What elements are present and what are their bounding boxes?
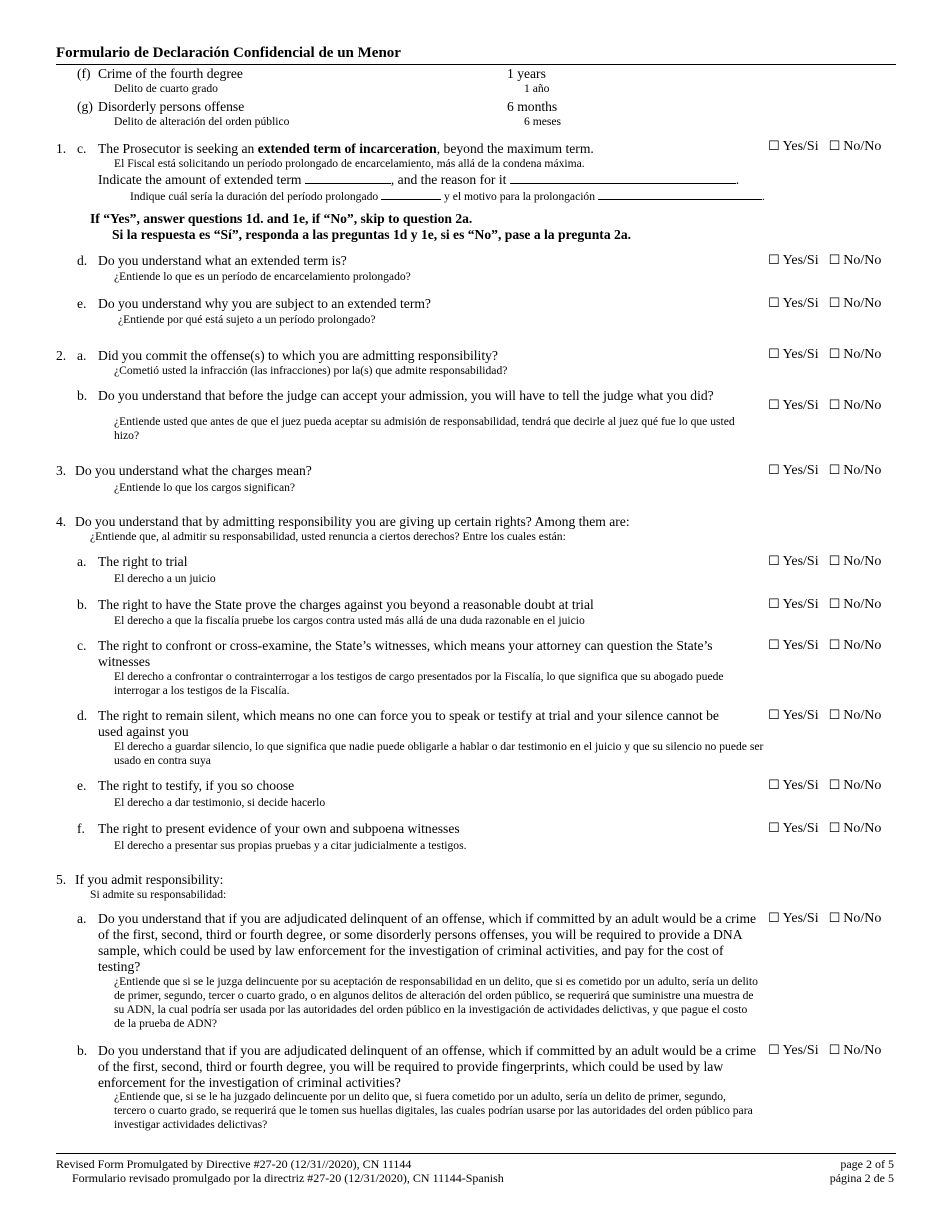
q4b-question: The right to have the State prove the charges against you beyond a reasonable doubt at trial xyxy=(98,597,594,612)
q4e-letter: e. xyxy=(77,778,87,793)
q1d-no-label: No/No xyxy=(843,253,882,268)
q3-question: Do you understand what the charges mean? xyxy=(75,463,312,478)
q4e-spanish: El derecho a dar testimonio, si decide hacerlo xyxy=(114,796,326,809)
q4e-yes-label: Yes/Si xyxy=(782,778,819,793)
q4c-spanish: El derecho a confrontar o contrainterrogar a los testigos de cargo presentados por la Fiscalía, lo que significa que su abogado puede interrogar a los testigos de la Fiscalía. xyxy=(114,670,724,697)
q4d-no-label: No/No xyxy=(843,708,882,723)
q1c-amount-label: Indicate the amount of extended term xyxy=(98,172,302,187)
footer-form-info: Revised Form Promulgated by Directive #27-20 (12/31//2020), CN 11144 xyxy=(56,1157,412,1171)
q1e-letter: e. xyxy=(77,296,87,311)
q1e-no-label: No/No xyxy=(843,296,882,311)
grade-f-label: Crime of the fourth degree xyxy=(98,66,243,81)
q4d-spanish: El derecho a guardar silencio, lo que significa que nadie puede obligarle a hablar o dar testimonio en el juicio y que su silencio no puede ser usado en contra suya xyxy=(114,740,764,767)
q4f-spanish: El derecho a presentar sus propias pruebas y a citar judicialmente a testigos. xyxy=(114,839,467,852)
q1c-yes-label: Yes/Si xyxy=(782,139,819,154)
q4c-yes-label: Yes/Si xyxy=(782,638,819,653)
grade-f-term-es: 1 año xyxy=(524,82,550,95)
q4b-yes-checkbox[interactable]: ☐ xyxy=(768,597,780,612)
q4b-letter: b. xyxy=(77,597,88,612)
q1d-answer xyxy=(768,253,881,269)
q4b-yes-label: Yes/Si xyxy=(782,597,819,612)
q1d-question: Do you understand what an extended term is? xyxy=(98,253,347,268)
q4f-yes-checkbox[interactable]: ☐ xyxy=(768,821,780,836)
q1c-no-label: No/No xyxy=(843,139,882,154)
q4e-yes-checkbox[interactable]: ☐ xyxy=(768,778,780,793)
instruction-en: If “Yes”, answer questions 1d. and 1e, if “No”, skip to question 2a. xyxy=(90,211,473,226)
q4d-answer xyxy=(768,708,881,724)
q1c-reason-label-es: y el motivo para la prolongación xyxy=(444,190,596,203)
q4e-no-checkbox[interactable]: ☐ xyxy=(828,778,841,793)
q4d-yes-checkbox[interactable]: ☐ xyxy=(768,708,780,723)
q1e-yes-label: Yes/Si xyxy=(782,296,819,311)
q2b-answer xyxy=(768,398,881,414)
q5a-yes-label: Yes/Si xyxy=(782,911,819,926)
q4b-answer xyxy=(768,597,881,613)
q4c-answer xyxy=(768,638,881,654)
q5a-no-checkbox[interactable]: ☐ xyxy=(828,911,841,926)
q4e-no-label: No/No xyxy=(843,778,882,793)
q4b-spanish: El derecho a que la fiscalía pruebe los cargos contra usted más allá de una duda razonable en el juicio xyxy=(114,614,585,627)
q5b-yes-checkbox[interactable]: ☐ xyxy=(768,1043,780,1058)
q2a-no-label: No/No xyxy=(843,347,882,362)
q2a-spanish: ¿Cometió usted la infracción (las infracciones) por la(s) que admite responsabilidad? xyxy=(114,364,508,377)
q4d-yes-label: Yes/Si xyxy=(782,708,819,723)
q3-answer xyxy=(768,463,881,479)
q5b-yes-label: Yes/Si xyxy=(782,1043,819,1058)
q1e-yes-checkbox[interactable]: ☐ xyxy=(768,296,780,311)
q1c-letter: c. xyxy=(77,141,87,156)
q5a-yes-checkbox[interactable]: ☐ xyxy=(768,911,780,926)
page-number-es: página 2 de 5 xyxy=(829,1171,894,1185)
q4c-letter: c. xyxy=(77,638,87,653)
q1c-question xyxy=(98,141,594,157)
q1e-no-checkbox[interactable]: ☐ xyxy=(828,296,841,311)
q1d-yes-label: Yes/Si xyxy=(782,253,819,268)
q1c-extended-term-line xyxy=(98,172,739,188)
q2b-no-label: No/No xyxy=(843,398,882,413)
q1d-letter: d. xyxy=(77,253,88,268)
q5b-no-checkbox[interactable]: ☐ xyxy=(828,1043,841,1058)
q2a-letter: a. xyxy=(77,348,87,363)
q1d-yes-checkbox[interactable]: ☐ xyxy=(768,253,780,268)
q5a-answer xyxy=(768,911,881,927)
q4d-question: The right to remain silent, which means no one can force you to speak or testify at trial and your silence cannot be used against you xyxy=(98,708,719,739)
q5a-question: Do you understand that if you are adjudicated delinquent of an offense, which if committed by an adult would be a crime of the first, second, third or fourth degree, or some disorderly persons offenses, you will be required to provide a DNA sample, which could be used by law enforcement for the investigation of criminal activities, and pay for the cost of testing? xyxy=(98,911,757,974)
q5-spanish: Si admite su responsabilidad: xyxy=(90,888,227,901)
q5b-spanish: ¿Entiende que, si se le ha juzgado delincuente por un delito que, si fuera cometido por un adulto, sería un delito de primer, segundo, tercero o cuarto grado, se requerirá que le tomen sus huellas digitales, las cuales podrían usarse por las autoridades del orden público para investigar actividades delictivas? xyxy=(114,1090,753,1131)
q1c-text-pre: The Prosecutor is seeking an xyxy=(98,141,258,156)
q4e-question: The right to testify, if you so choose xyxy=(98,778,295,793)
q4c-yes-checkbox[interactable]: ☐ xyxy=(768,638,780,653)
grade-f-label-es: Delito de cuarto grado xyxy=(114,82,218,95)
grade-g-label: Disorderly persons offense xyxy=(98,99,245,114)
q4f-answer xyxy=(768,821,881,837)
q4c-no-label: No/No xyxy=(843,638,882,653)
footer-form-info-es: Formulario revisado promulgado por la directriz #27-20 (12/31/2020), CN 11144-Spanish xyxy=(72,1171,504,1185)
q4a-answer xyxy=(768,554,881,570)
grade-g-letter: (g) xyxy=(77,99,93,114)
q2a-question: Did you commit the offense(s) to which you are admitting responsibility? xyxy=(98,348,498,363)
q1c-answer xyxy=(768,139,881,155)
q1e-answer xyxy=(768,296,881,312)
q4-question: Do you understand that by admitting responsibility you are giving up certain rights? Among them are: xyxy=(75,514,630,529)
extended-term-reason-field-es[interactable] xyxy=(598,188,762,200)
page-title: Formulario de Declaración Confidencial de un Menor xyxy=(56,45,401,61)
q1c-text-post: , beyond the maximum term. xyxy=(436,141,594,156)
q2a-yes-checkbox[interactable]: ☐ xyxy=(768,347,780,362)
q3-spanish: ¿Entiende lo que los cargos significan? xyxy=(114,481,296,494)
q4b-no-label: No/No xyxy=(843,597,882,612)
grade-g-term-es: 6 meses xyxy=(524,115,562,128)
grade-g-term: 6 months xyxy=(507,99,558,114)
q2b-question: Do you understand that before the judge can accept your admission, you will have to tell the judge what you did? xyxy=(98,388,714,403)
header-rule xyxy=(56,64,896,65)
footer-rule xyxy=(56,1153,896,1154)
instruction-es: Si la respuesta es “Sí”, responda a las preguntas 1d y 1e, si es “No”, pase a la pregunta 2a. xyxy=(112,227,632,242)
q4a-letter: a. xyxy=(77,554,87,569)
q4f-no-checkbox[interactable]: ☐ xyxy=(828,821,841,836)
q3-yes-checkbox[interactable]: ☐ xyxy=(768,463,780,478)
extended-term-amount-field-es[interactable] xyxy=(381,188,441,200)
q4b-no-checkbox[interactable]: ☐ xyxy=(828,597,841,612)
grade-f-term: 1 years xyxy=(507,66,546,81)
q2b-no-checkbox[interactable]: ☐ xyxy=(828,398,841,413)
q1c-no-checkbox[interactable]: ☐ xyxy=(828,139,841,154)
extended-term-amount-field[interactable] xyxy=(305,172,391,184)
q4d-letter: d. xyxy=(77,708,88,723)
q2-number: 2. xyxy=(56,348,67,363)
q1c-yes-checkbox[interactable]: ☐ xyxy=(768,139,780,154)
q5b-answer xyxy=(768,1043,881,1059)
grade-f-letter: (f) xyxy=(77,66,91,81)
q4e-answer xyxy=(768,778,881,794)
q4d-no-checkbox[interactable]: ☐ xyxy=(828,708,841,723)
q4f-yes-label: Yes/Si xyxy=(782,821,819,836)
extended-term-reason-field[interactable] xyxy=(510,172,736,184)
q1c-reason-label: , and the reason for it xyxy=(390,172,507,187)
q5b-letter: b. xyxy=(77,1043,88,1058)
grade-g-label-es: Delito de alteración del orden público xyxy=(114,115,290,128)
q5a-spanish: ¿Entiende que si se le juzga delincuente por su aceptación de responsabilidad en un delito, que si es cometido por un adulto, sería un delito de primer, segundo, tercer o cuarto grado, o en algunos delitos de alteración del orden público, se requerirá que suministre una muestra de su ADN, la cual podría ser usada por las autoridades del orden público en la investigación de actividades delictivas, y que pague el costo de la prueba de ADN? xyxy=(114,975,758,1030)
q2b-yes-checkbox[interactable]: ☐ xyxy=(768,398,780,413)
q3-number: 3. xyxy=(56,463,67,478)
q2a-yes-label: Yes/Si xyxy=(782,347,819,362)
q5-number: 5. xyxy=(56,872,67,887)
q5a-no-label: No/No xyxy=(843,911,882,926)
q1c-period-es: . xyxy=(761,190,765,203)
q4-spanish: ¿Entiende que, al admitir su responsabilidad, usted renuncia a ciertos derechos? Entre los cuales están: xyxy=(90,530,566,543)
q1d-spanish: ¿Entiende lo que es un período de encarcelamiento prolongado? xyxy=(114,270,411,283)
q4a-question: The right to trial xyxy=(98,554,188,569)
q4a-spanish: El derecho a un juicio xyxy=(114,572,216,585)
q2a-answer xyxy=(768,347,881,363)
q4f-letter: f. xyxy=(77,821,85,836)
q1d-no-checkbox[interactable]: ☐ xyxy=(828,253,841,268)
q4-number: 4. xyxy=(56,514,67,529)
q2b-letter: b. xyxy=(77,388,88,403)
q1e-spanish: ¿Entiende por qué está sujeto a un período prolongado? xyxy=(118,313,376,326)
q5-question: If you admit responsibility: xyxy=(75,872,224,887)
q4f-question: The right to present evidence of your own and subpoena witnesses xyxy=(98,821,460,836)
q1c-spanish: El Fiscal está solicitando un período prolongado de encarcelamiento, más allá de la condena máxima. xyxy=(114,157,585,170)
page-number: page 2 of 5 xyxy=(840,1157,894,1171)
q5a-letter: a. xyxy=(77,911,87,926)
q5b-no-label: No/No xyxy=(843,1043,882,1058)
q1-number: 1. xyxy=(56,141,67,156)
q4a-no-label: No/No xyxy=(843,554,882,569)
q4f-no-label: No/No xyxy=(843,821,882,836)
q1e-question: Do you understand why you are subject to an extended term? xyxy=(98,296,431,311)
q3-no-label: No/No xyxy=(843,463,882,478)
q4a-no-checkbox[interactable]: ☐ xyxy=(828,554,841,569)
q1c-text-bold: extended term of incarceration xyxy=(257,141,437,156)
q5b-question: Do you understand that if you are adjudicated delinquent of an offense, which if committed by an adult would be a crime of the first, second, third or fourth degree, you will be required to provide fingerprints, which could be used by law enforcement for the investigation of criminal activities? xyxy=(98,1043,757,1090)
q2b-spanish: ¿Entiende usted que antes de que el juez pueda aceptar su admisión de responsabilidad, tendrá que decirle al juez qué fue lo que usted hizo? xyxy=(114,415,735,442)
q1c-amount-label-es: Indique cuál sería la duración del período prolongado xyxy=(130,190,379,203)
q4a-yes-label: Yes/Si xyxy=(782,554,819,569)
q4a-yes-checkbox[interactable]: ☐ xyxy=(768,554,780,569)
q3-no-checkbox[interactable]: ☐ xyxy=(828,463,841,478)
q3-yes-label: Yes/Si xyxy=(782,463,819,478)
q4c-no-checkbox[interactable]: ☐ xyxy=(828,638,841,653)
q2b-yes-label: Yes/Si xyxy=(782,398,819,413)
q4c-question: The right to confront or cross-examine, the State’s witnesses, which means your attorney can question the State’s witnesses xyxy=(98,638,713,669)
q2a-no-checkbox[interactable]: ☐ xyxy=(828,347,841,362)
q1c-extended-term-line-es xyxy=(130,188,765,204)
q1c-period: . xyxy=(735,172,740,187)
